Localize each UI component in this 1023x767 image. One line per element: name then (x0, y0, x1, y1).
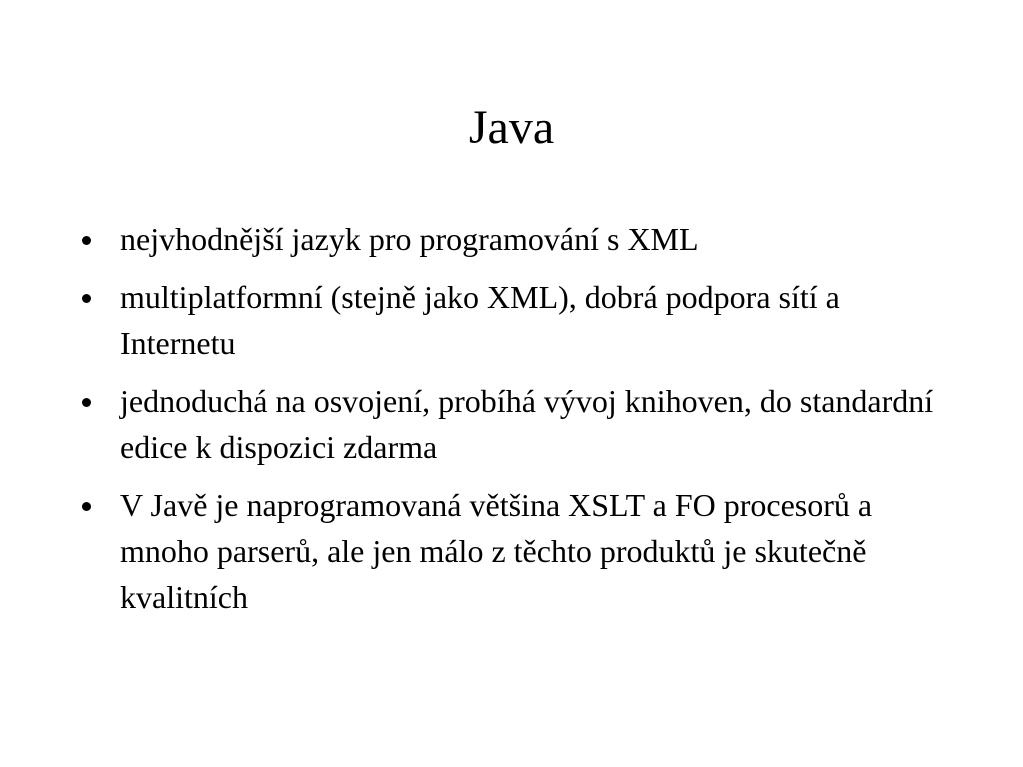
bullet-text: multiplatformní (stejně jako XML), dobrá podpora sítí a Internetu (120, 279, 840, 361)
bullet-list (82, 216, 962, 632)
bullet-item (82, 482, 962, 620)
bullet-item (82, 216, 962, 262)
bullet-dot-icon (82, 398, 91, 407)
bullet-text: V Javě je naprogramovaná většina XSLT a FO procesorů a mnoho parserů, ale jen málo z těchto produktů je skutečně kvalitních (120, 487, 873, 615)
slide-title: Java (468, 101, 555, 154)
bullet-text: jednoduchá na osvojení, probíhá vývoj knihoven, do standardní edice k dispozici zdarma (120, 383, 934, 465)
bullet-dot-icon (82, 502, 91, 511)
bullet-dot-icon (82, 236, 91, 245)
bullet-item (82, 378, 962, 470)
bullet-dot-icon (82, 294, 91, 303)
bullet-item (82, 274, 962, 366)
bullet-text: nejvhodnější jazyk pro programování s XML (120, 221, 699, 257)
